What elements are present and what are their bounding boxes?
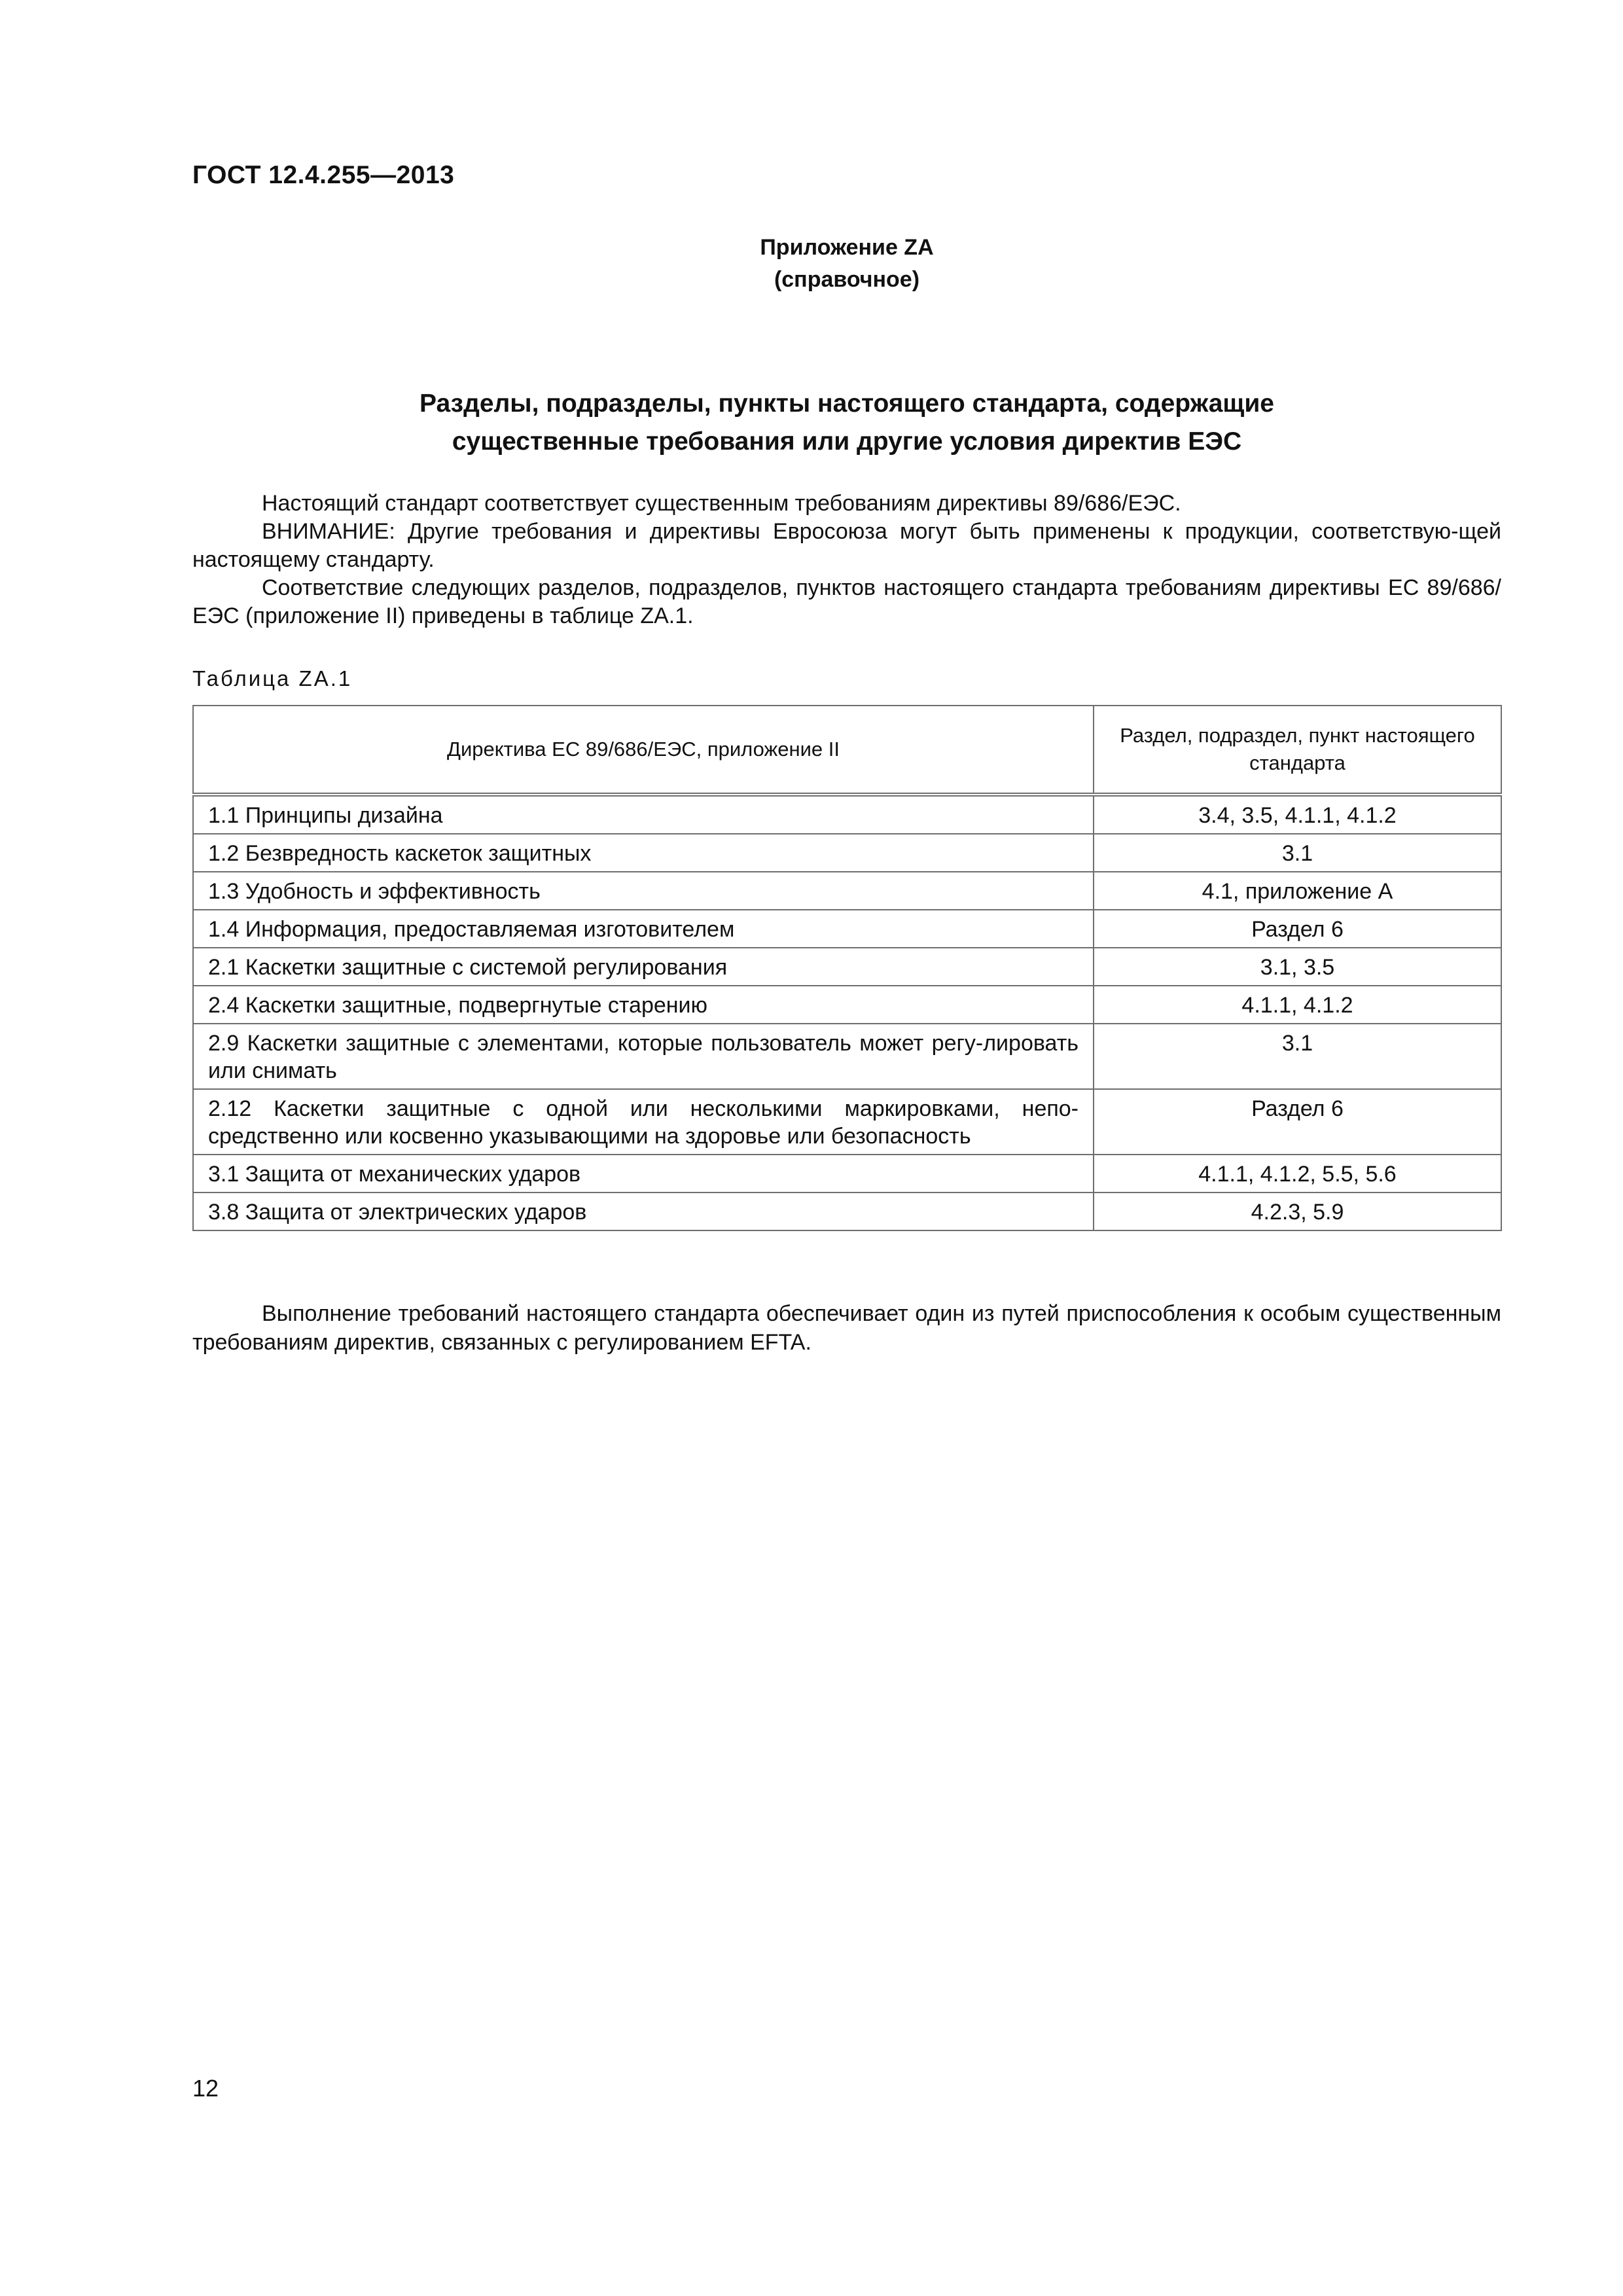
annex-label: Приложение ZA [760,235,934,260]
closing-text [192,1299,1501,1357]
annex-title [192,385,1501,460]
table-caption: Таблица ZA.1 [192,666,353,691]
table-row [193,910,1501,948]
directive-cell: 2.9 Каскетки защитные с элементами, которые пользователь может регу-лировать или снимать [193,1024,1094,1089]
section-cell: Раздел 6 [1094,910,1501,948]
table-row [193,1089,1501,1155]
correspondence-table [192,705,1502,1231]
directive-cell: 1.3 Удобность и эффективность [193,872,1094,910]
section-cell: 4.1, приложение А [1094,872,1501,910]
intro-text [192,490,1501,630]
table-row [193,872,1501,910]
directive-cell: 1.4 Информация, предоставляемая изготовителем [193,910,1094,948]
table-row [193,986,1501,1024]
header-directive: Директива ЕС 89/686/ЕЭС, приложение II [193,706,1094,795]
directive-cell: 2.1 Каскетки защитные с системой регулирования [193,948,1094,986]
section-cell: 4.2.3, 5.9 [1094,1193,1501,1230]
table-row [193,1155,1501,1193]
header-section: Раздел, подраздел, пункт настоящего стандарта [1094,706,1501,795]
directive-cell: 3.1 Защита от механических ударов [193,1155,1094,1193]
section-cell: 3.1, 3.5 [1094,948,1501,986]
annex-title-line-2: существенные требования или другие условия директив ЕЭС [452,427,1242,456]
intro-paragraph-3: Соответствие следующих разделов, подразделов, пунктов настоящего стандарта требованиям директивы ЕС 89/686/ЕЭС (приложение II) приведены в таблице ZA.1. [192,575,1501,628]
table-row [193,948,1501,986]
directive-cell: 2.12 Каскетки защитные с одной или несколькими маркировками, непо-средственно или косвенно указывающими на здоровье или безопасность [193,1089,1094,1155]
table-row [193,1193,1501,1230]
page-number: 12 [192,2075,219,2102]
section-cell: Раздел 6 [1094,1089,1501,1155]
table-row [193,834,1501,872]
table-row [193,1024,1501,1089]
section-cell: 3.1 [1094,834,1501,872]
intro-paragraph-2: ВНИМАНИЕ: Другие требования и директивы Евросоюза могут быть применены к продукции, соответствую-щей настоящему стандарту. [192,519,1501,572]
document-code: ГОСТ 12.4.255—2013 [192,161,455,189]
intro-paragraph-1: Настоящий стандарт соответствует существенным требованиям директивы 89/686/ЕЭС. [262,491,1181,516]
section-cell: 3.4, 3.5, 4.1.1, 4.1.2 [1094,795,1501,834]
annex-kind: (справочное) [774,267,920,293]
directive-cell: 2.4 Каскетки защитные, подвергнутые старению [193,986,1094,1024]
annex-title-line-1: Разделы, подразделы, пункты настоящего стандарта, содержащие [419,389,1274,418]
section-cell: 4.1.1, 4.1.2 [1094,986,1501,1024]
directive-cell: 3.8 Защита от электрических ударов [193,1193,1094,1230]
annex-heading [192,232,1501,296]
table-row [193,795,1501,834]
table-header-row [193,706,1501,795]
directive-cell: 1.2 Безвредность каскеток защитных [193,834,1094,872]
section-cell: 4.1.1, 4.1.2, 5.5, 5.6 [1094,1155,1501,1193]
table-container [192,705,1502,1231]
directive-cell: 1.1 Принципы дизайна [193,795,1094,834]
section-cell: 3.1 [1094,1024,1501,1089]
closing-paragraph: Выполнение требований настоящего стандарта обеспечивает один из путей приспособления к особым существенным требованиям директив, связанных с регулированием EFTA. [192,1301,1501,1355]
